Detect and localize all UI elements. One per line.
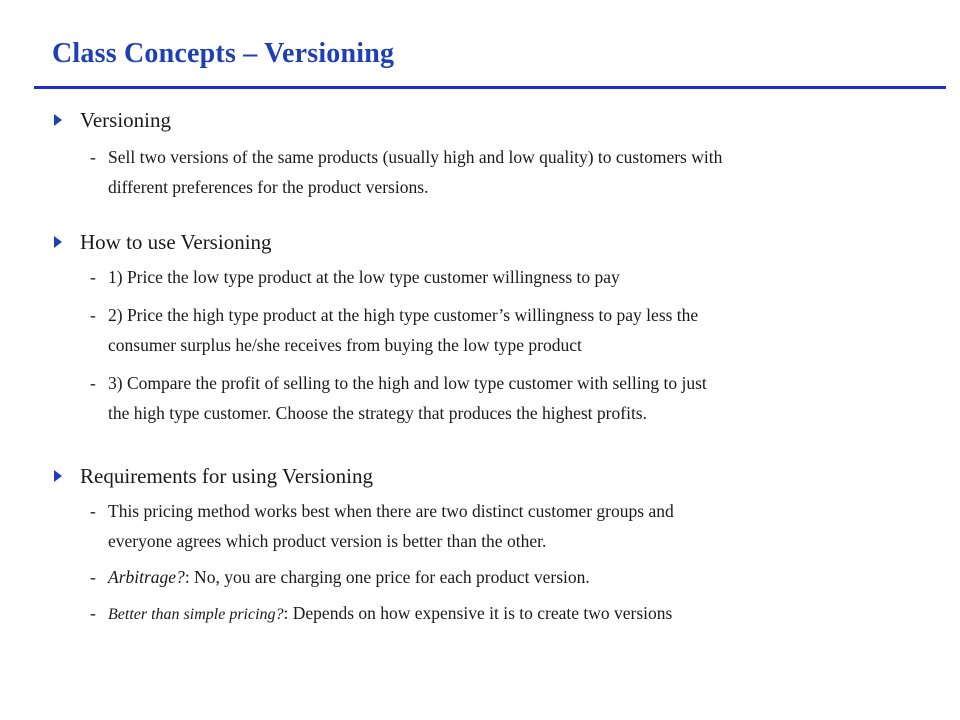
section-versioning: [52, 106, 932, 202]
sub-item: - 2) Price the high type product at the high type customer’s willingness to pay less the consumer surplus he/she receives from buying the low type product: [52, 300, 932, 360]
arbitrage-label: Arbitrage?: [108, 567, 185, 587]
heading-text: How to use Versioning: [80, 230, 272, 254]
sub-line: 2) Price the high type product at the high type customer’s willingness to pay less the: [108, 305, 699, 325]
sub-line: 1) Price the low type product at the low type customer willingness to pay: [108, 267, 620, 287]
sub-line: different preferences for the product versions.: [108, 177, 429, 197]
sub-item: - This pricing method works best when there are two distinct customer groups and everyone agrees which product version is better than the other.: [52, 496, 932, 556]
bullet-heading: [52, 462, 932, 490]
heading-text: Versioning: [80, 108, 171, 132]
sub-item: - 1) Price the low type product at the low type customer willingness to pay: [52, 262, 932, 292]
sub-line: consumer surplus he/she receives from buying the low type product: [108, 335, 582, 355]
sub-line: This pricing method works best when there are two distinct customer groups and: [108, 501, 674, 521]
triangle-bullet-icon: [54, 114, 62, 126]
section-how-to-use: [52, 228, 932, 428]
bullet-heading: [52, 228, 932, 256]
sub-item: - Sell two versions of the same products (usually high and low quality) to customers with different preferences for the product versions.: [52, 142, 932, 202]
simple-pricing-label: Better than simple pricing?: [108, 606, 284, 623]
title-divider: [34, 86, 946, 89]
sub-line: everyone agrees which product version is better than the other.: [108, 531, 547, 551]
heading-text: Requirements for using Versioning: [80, 464, 373, 488]
sub-line: Sell two versions of the same products (usually high and low quality) to customers with: [108, 147, 723, 167]
section-requirements: [52, 462, 932, 630]
slide-title: Class Concepts – Versioning: [52, 38, 395, 69]
sub-item: - Better than simple pricing?: Depends on how expensive it is to create two versions: [90, 603, 673, 623]
simple-pricing-text: : Depends on how expensive it is to create two versions: [283, 603, 673, 623]
sub-line: the high type customer. Choose the strategy that produces the highest profits.: [108, 403, 647, 423]
bullet-heading: [52, 106, 932, 134]
sub-item: - 3) Compare the profit of selling to the high and low type customer with selling to just the high type customer. Choose the strategy that produces the highest profits.: [52, 368, 932, 428]
sub-item: - Arbitrage?: No, you are charging one price for each product version.: [90, 567, 590, 587]
triangle-bullet-icon: [54, 236, 62, 248]
sub-line: 3) Compare the profit of selling to the high and low type customer with selling to just: [108, 373, 707, 393]
triangle-bullet-icon: [54, 470, 62, 482]
arbitrage-text: : No, you are charging one price for each product version.: [184, 567, 590, 587]
